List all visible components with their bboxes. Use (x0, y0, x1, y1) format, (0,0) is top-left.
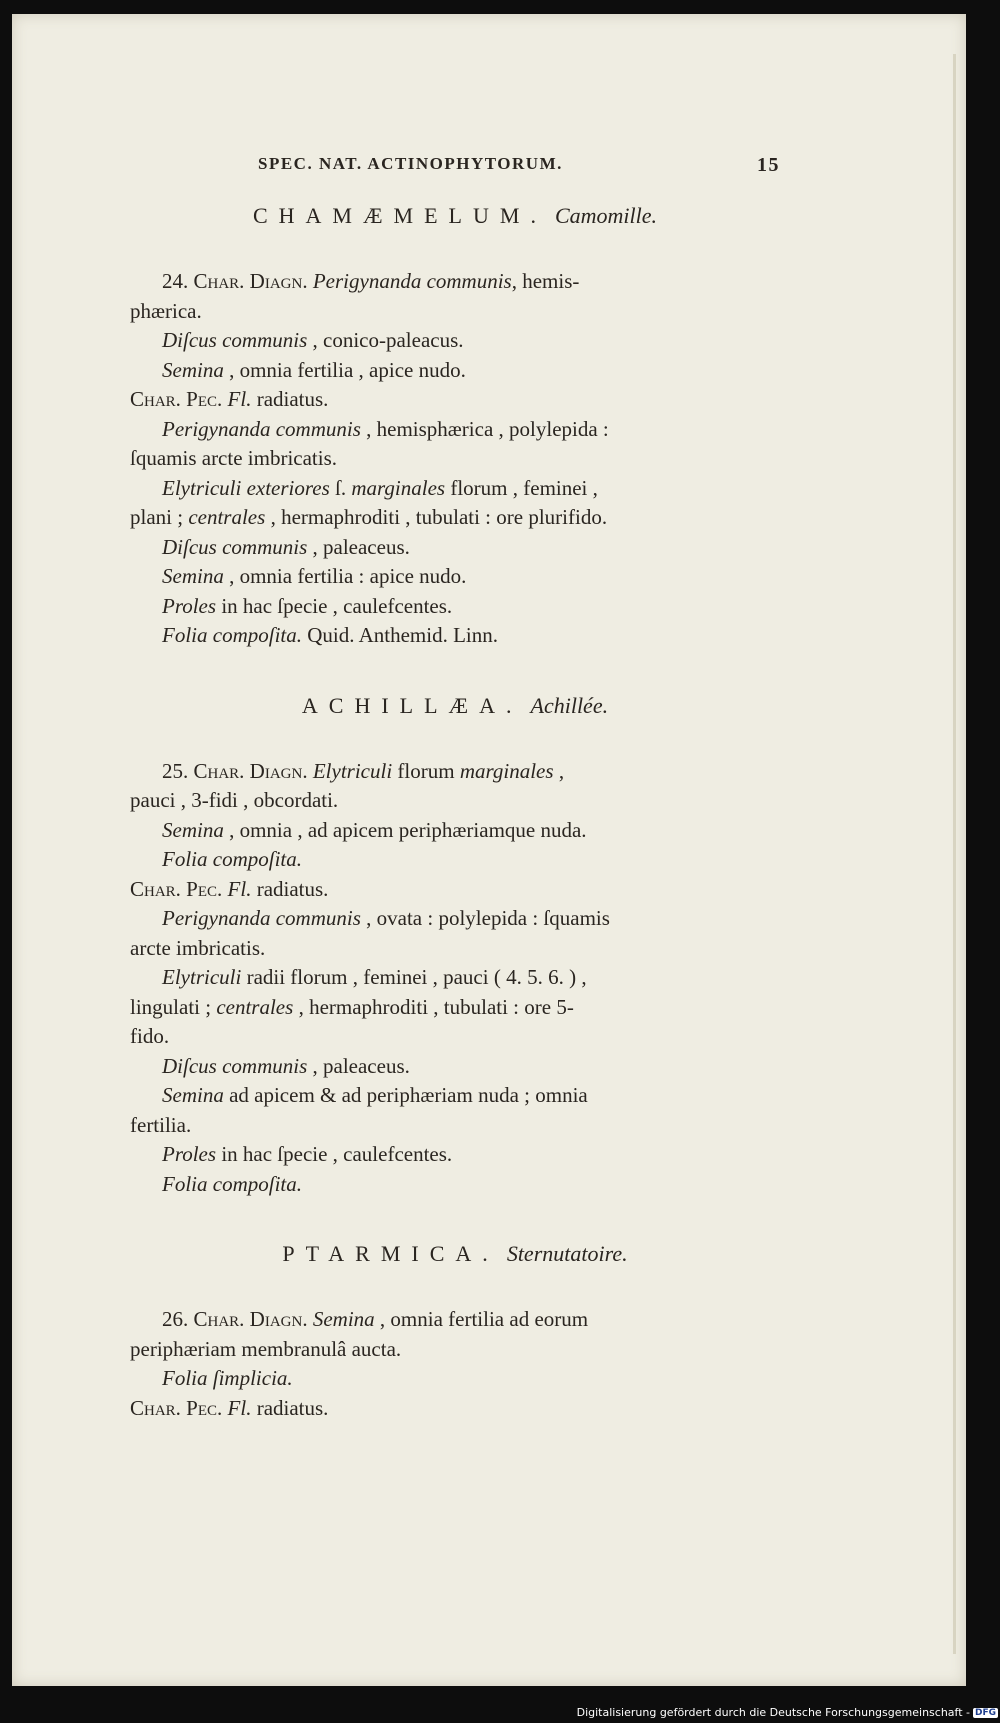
text-line (130, 1140, 780, 1170)
italic-term: Semina (162, 1083, 224, 1107)
text-line (130, 474, 780, 504)
text-span: , hermaphroditi , tubulati : ore 5- (293, 994, 574, 1019)
text-span: , paleaceus. (307, 534, 410, 559)
text-span: radiatus. (251, 387, 329, 411)
italic-term: Perigynanda communis (312, 269, 512, 293)
section-gap (130, 1199, 780, 1219)
text-span: , omnia , ad apicem periphæriamque nuda. (223, 817, 587, 842)
text-span: phærica. (130, 298, 202, 323)
section-gap (130, 1423, 780, 1443)
text-span: Quid. Anthemid. Linn. (302, 623, 498, 647)
italic-term: Diſcus communis (162, 328, 308, 352)
text-span: , omnia fertilia : apice nudo. (223, 564, 467, 588)
text-line (130, 326, 780, 356)
italic-term: Semina (162, 564, 224, 588)
text-span: fertilia. (130, 1112, 192, 1137)
italic-term: Proles (162, 1142, 217, 1166)
text-span: , (553, 758, 565, 783)
italic-term: marginales (351, 475, 446, 500)
text-line (130, 1081, 780, 1111)
text-span: , paleaceus. (307, 1053, 410, 1078)
text-line (130, 934, 780, 964)
text-line (130, 267, 780, 297)
text-span: ſ. (329, 475, 352, 500)
text-span: arcte imbricatis. (130, 935, 266, 960)
italic-term: Elytriculi (312, 758, 393, 783)
italic-term: Diſcus communis (162, 534, 308, 559)
text-line (130, 845, 780, 875)
genus-name: ACHILLÆA. (301, 692, 523, 718)
italic-term: Elytriculi exteriores (162, 475, 330, 500)
text-line (130, 993, 780, 1023)
text-span: lingulati ; (130, 994, 217, 1019)
text-span: radiatus. (251, 1395, 329, 1420)
credit-text: Digitalisierung gefördert durch die Deutsche Forschungsgemeinschaft - (576, 1706, 970, 1719)
italic-term: Perigynanda communis (162, 416, 361, 441)
sections-container (130, 203, 780, 1443)
genus-heading (130, 693, 780, 719)
italic-term: Fl. (227, 1395, 252, 1420)
text-span: , omnia fertilia , apice nudo. (223, 357, 466, 382)
text-line (130, 1335, 780, 1365)
text-span: in hac ſpecie , caulefcentes. (216, 593, 453, 618)
text-line (130, 1305, 780, 1335)
page-text (130, 154, 780, 1443)
text-span: 25. (162, 758, 194, 783)
genus-name: CHAMÆMELUM. (252, 203, 547, 228)
italic-term: Fl. (227, 387, 252, 411)
text-line (130, 385, 780, 415)
italic-term: Semina (312, 1307, 375, 1331)
genus-heading (130, 1241, 780, 1267)
vernacular-name: Camomille. (554, 203, 658, 228)
genus-name: PTARMICA. (282, 1241, 499, 1266)
text-span: in hac ſpecie , caulefcentes. (216, 1142, 453, 1166)
text-span: periphæriam membranulâ aucta. (130, 1336, 402, 1361)
text-line (130, 503, 780, 533)
italic-term: Proles (162, 593, 217, 618)
text-line (130, 533, 780, 563)
text-line (130, 1111, 780, 1141)
text-line (130, 1394, 780, 1424)
italic-term: Semina (162, 357, 224, 382)
text-line (130, 963, 780, 993)
dfg-logo: DFG (974, 1707, 996, 1718)
text-line (130, 786, 780, 816)
text-line (130, 415, 780, 445)
text-span: pauci , 3-fidi , obcordati. (130, 788, 339, 812)
text-line (130, 1170, 780, 1200)
text-span: radii florum , feminei , pauci ( 4. 5. 6. ) , (241, 965, 587, 989)
text-span: ſquamis arcte imbricatis. (130, 446, 338, 470)
text-line (130, 592, 780, 622)
text-line (130, 297, 780, 327)
text-line (130, 356, 780, 386)
text-line (130, 562, 780, 592)
section-gap (130, 651, 780, 671)
text-span: 24. (162, 269, 194, 293)
italic-term: Folia compoſita. (162, 623, 302, 647)
text-line (130, 757, 780, 787)
text-span: ad apicem & ad periphæriam nuda ; omnia (223, 1083, 588, 1107)
text-span: , conico-paleacus. (307, 328, 464, 352)
page-edge (953, 54, 956, 1654)
small-caps-label: Char. Diagn. (193, 269, 308, 293)
text-line (130, 621, 780, 651)
small-caps-label: Char. Pec. (130, 1395, 223, 1420)
italic-term: centrales (188, 505, 266, 529)
italic-term: Semina (162, 817, 224, 842)
italic-term: Perigynanda communis (162, 906, 361, 930)
text-span: fido. (130, 1024, 170, 1048)
text-span: 26. (162, 1307, 194, 1331)
text-line (130, 1022, 780, 1052)
small-caps-label: Char. Diagn. (193, 758, 308, 783)
italic-term: Folia compoſita. (162, 847, 302, 871)
text-line (130, 904, 780, 934)
vernacular-name: Sternutatoire. (506, 1241, 628, 1266)
running-head (258, 154, 780, 177)
italic-term: Fl. (227, 876, 252, 901)
text-span: plani ; (130, 505, 189, 529)
small-caps-label: Char. Pec. (130, 876, 223, 901)
book-page (12, 14, 966, 1686)
text-line (130, 1052, 780, 1082)
text-line (130, 875, 780, 905)
text-span: , hemisphærica , polylepida : (360, 416, 609, 441)
text-span: , hemis- (511, 269, 580, 293)
digitization-credit (577, 1706, 998, 1719)
italic-term: centrales (216, 994, 294, 1019)
text-span: radiatus. (251, 876, 329, 901)
text-span: , hermaphroditi , tubulati : ore plurifido. (265, 505, 608, 529)
page-number: 15 (757, 154, 780, 176)
running-title: SPEC. NAT. ACTINOPHYTORUM. (258, 154, 563, 173)
small-caps-label: Char. Pec. (130, 387, 223, 411)
italic-term: Folia compoſita. (162, 1171, 302, 1196)
text-span: , omnia fertilia ad eorum (374, 1307, 589, 1331)
text-line (130, 816, 780, 846)
italic-term: marginales (459, 758, 554, 783)
text-span: florum (392, 758, 460, 783)
text-line (130, 1364, 780, 1394)
text-span: , ovata : polylepida : ſquamis (360, 906, 610, 930)
italic-term: Diſcus communis (162, 1053, 308, 1078)
vernacular-name: Achillée. (530, 692, 609, 718)
text-line (130, 444, 780, 474)
genus-heading (130, 203, 780, 229)
italic-term: Elytriculi (162, 965, 242, 989)
small-caps-label: Char. Diagn. (193, 1307, 308, 1331)
italic-term: Folia ſimplicia. (162, 1366, 293, 1390)
text-span: florum , feminei , (445, 475, 598, 500)
